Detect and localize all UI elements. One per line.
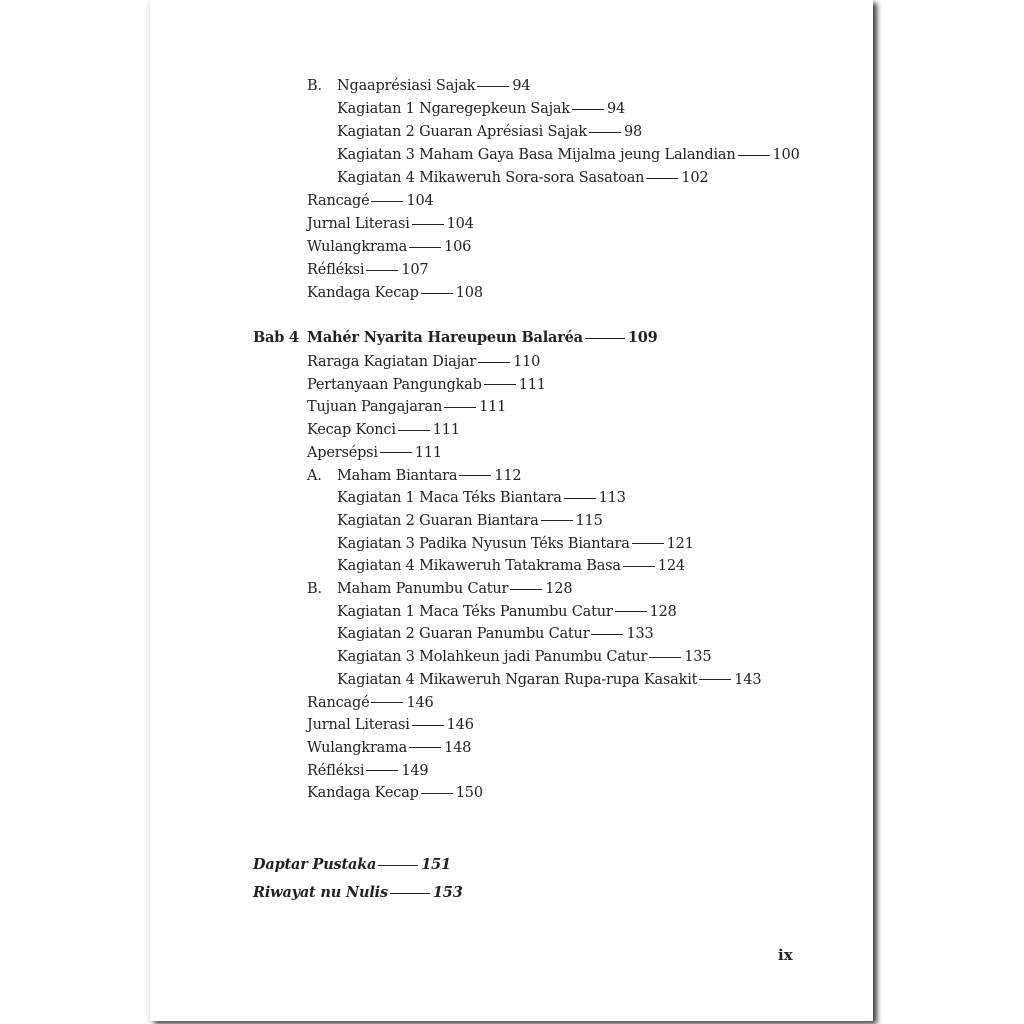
leader-dash <box>380 452 412 453</box>
leader-dash <box>585 338 625 339</box>
entry-page: 111 <box>432 422 460 439</box>
toc-entry[interactable] <box>337 603 677 621</box>
section-letter: B. <box>307 78 322 94</box>
leader-dash <box>390 893 430 894</box>
entry-page: 146 <box>446 717 474 734</box>
entry-page: 121 <box>666 535 694 552</box>
leader-dash <box>398 430 430 431</box>
leader-dash <box>615 611 647 612</box>
entry-title: Mahér Nyarita Hareupeun Balaréa <box>307 329 583 346</box>
leader-dash <box>478 362 510 363</box>
leader-dash <box>738 155 770 156</box>
entry-page: 111 <box>414 444 442 461</box>
leader-dash <box>632 543 664 544</box>
section-letter: A. <box>307 467 322 484</box>
entry-title: Réfléksi <box>307 262 365 278</box>
leader-dash <box>444 407 476 408</box>
entry-title: Apersépsi <box>307 444 378 461</box>
toc-entry[interactable] <box>307 467 521 485</box>
toc-entry[interactable] <box>337 671 761 689</box>
entry-title: Kandaga Kecap <box>307 285 419 301</box>
entry-page: 113 <box>598 490 626 507</box>
entry-page: 94 <box>512 78 531 94</box>
entry-title: Pertanyaan Pangungkab <box>307 376 482 393</box>
entry-title: Jurnal Literasi <box>307 717 410 734</box>
toc-entry[interactable] <box>307 421 460 439</box>
chapter-label: Bab 4 <box>253 329 299 346</box>
entry-title: Kagiatan 1 Ngaregepkeun Sajak <box>337 101 570 117</box>
toc-entry[interactable] <box>253 856 451 874</box>
entry-title: Kagiatan 3 Maham Gaya Basa Mijalma jeung Lalandian <box>337 147 736 163</box>
leader-dash <box>477 86 509 87</box>
leader-dash <box>371 702 403 703</box>
leader-dash <box>421 793 453 794</box>
leader-dash <box>589 132 621 133</box>
entry-title: Rancagé <box>307 694 370 711</box>
entry-page: 104 <box>446 216 474 232</box>
entry-page: 148 <box>444 739 472 756</box>
leader-dash <box>366 770 398 771</box>
toc-entry[interactable] <box>253 329 658 347</box>
entry-page: 106 <box>444 239 472 255</box>
entry-title: Maham Panumbu Catur <box>337 581 509 597</box>
entry-title: Kandaga Kecap <box>307 785 419 802</box>
document-page <box>150 0 873 1021</box>
toc-entry[interactable] <box>307 716 474 734</box>
leader-dash <box>409 247 441 248</box>
leader-dash <box>412 725 444 726</box>
entry-title: Kagiatan 1 Maca Téks Biantara <box>337 490 562 507</box>
toc-entry[interactable] <box>337 512 603 530</box>
entry-page: 153 <box>432 884 463 901</box>
entry-page: 128 <box>545 581 573 597</box>
leader-dash <box>484 384 516 385</box>
entry-page: 128 <box>649 603 677 620</box>
leader-dash <box>459 475 491 476</box>
toc-entry[interactable] <box>253 884 463 902</box>
entry-page: 115 <box>575 512 603 529</box>
entry-title: Kagiatan 4 Mikaweruh Tatakrama Basa <box>337 558 621 575</box>
entry-page: 111 <box>518 376 546 393</box>
toc-entry[interactable] <box>337 625 654 643</box>
entry-title: Wulangkrama <box>307 739 408 756</box>
entry-title: Raraga Kagiatan Diajar <box>307 354 477 370</box>
leader-dash <box>510 589 542 590</box>
entry-page: 94 <box>606 101 625 117</box>
leader-dash <box>649 657 681 658</box>
toc-entry[interactable] <box>337 100 625 118</box>
toc-entry[interactable] <box>337 557 685 575</box>
leader-dash <box>412 224 444 225</box>
leader-dash <box>591 634 623 635</box>
entry-page: 100 <box>772 147 800 163</box>
toc-entry[interactable] <box>307 694 434 712</box>
toc-entry[interactable] <box>307 739 471 757</box>
toc-entry[interactable] <box>307 376 546 394</box>
leader-dash <box>421 293 453 294</box>
toc-entry[interactable] <box>337 648 711 666</box>
entry-title: Kagiatan 3 Molahkeun jadi Panumbu Catur <box>337 649 648 666</box>
entry-page: 133 <box>626 626 654 643</box>
entry-page: 109 <box>627 329 658 346</box>
entry-title: Kagiatan 1 Maca Téks Panumbu Catur <box>337 603 613 620</box>
toc-entry[interactable] <box>307 580 572 598</box>
entry-title: Jurnal Literasi <box>307 216 410 232</box>
leader-dash <box>541 520 573 521</box>
entry-title: Kecap Konci <box>307 422 396 439</box>
toc-entry[interactable] <box>337 169 708 187</box>
toc-entry[interactable] <box>307 284 483 302</box>
section-letter: B. <box>307 581 322 597</box>
entry-page: 151 <box>421 856 451 873</box>
entry-title: Daptar Pustaka <box>253 856 377 873</box>
entry-title: Réfléksi <box>307 762 365 779</box>
entry-title: Kagiatan 2 Guaran Panumbu Catur <box>337 626 590 643</box>
toc-entry[interactable] <box>307 215 474 233</box>
entry-page: 112 <box>494 467 522 484</box>
entry-title: Kagiatan 4 Mikaweruh Sora-sora Sasatoan <box>337 170 645 186</box>
entry-title: Ngaaprésiasi Sajak <box>337 78 476 94</box>
leader-dash <box>378 865 418 866</box>
toc-entry[interactable] <box>307 398 506 416</box>
toc-entry[interactable] <box>337 489 626 507</box>
toc-entry[interactable] <box>307 784 483 802</box>
leader-dash <box>646 178 678 179</box>
entry-title: Wulangkrama <box>307 239 408 255</box>
entry-page: 104 <box>406 193 434 209</box>
entry-page: 149 <box>401 762 429 779</box>
entry-page: 111 <box>479 399 507 416</box>
entry-page: 107 <box>401 262 429 278</box>
toc-entry[interactable] <box>307 762 428 780</box>
leader-dash <box>366 270 398 271</box>
leader-dash <box>564 498 596 499</box>
page-number: ix <box>778 946 793 964</box>
entry-page: 143 <box>734 671 762 688</box>
toc-entry[interactable] <box>337 123 642 141</box>
entry-page: 150 <box>455 785 483 802</box>
entry-title: Rancagé <box>307 193 370 209</box>
entry-title: Kagiatan 2 Guaran Biantara <box>337 512 539 529</box>
entry-page: 102 <box>681 170 709 186</box>
leader-dash <box>371 201 403 202</box>
toc-entry[interactable] <box>337 146 800 164</box>
toc-entry[interactable] <box>307 261 428 279</box>
entry-page: 124 <box>657 558 685 575</box>
leader-dash <box>409 747 441 748</box>
leader-dash <box>623 566 655 567</box>
leader-dash <box>572 109 604 110</box>
toc-entry[interactable] <box>307 77 530 95</box>
entry-title: Tujuan Pangajaran <box>307 399 443 416</box>
entry-page: 98 <box>623 124 643 140</box>
entry-title: Kagiatan 2 Guaran Aprésiasi Sajak <box>337 124 587 140</box>
entry-page: 146 <box>406 694 434 711</box>
entry-page: 135 <box>684 649 712 666</box>
toc-entry[interactable] <box>307 192 434 210</box>
entry-page: 108 <box>455 285 483 301</box>
entry-title: Kagiatan 3 Padika Nyusun Téks Biantara <box>337 535 630 552</box>
entry-title: Kagiatan 4 Mikaweruh Ngaran Rupa-rupa Kasakit <box>337 671 698 688</box>
toc-entry[interactable] <box>307 238 471 256</box>
entry-page: 110 <box>513 354 541 370</box>
leader-dash <box>699 679 731 680</box>
toc-entry[interactable] <box>337 535 694 553</box>
entry-title: Maham Biantara <box>337 467 458 484</box>
toc-entry[interactable] <box>307 444 442 462</box>
entry-title: Riwayat nu Nulis <box>253 884 388 901</box>
toc-entry[interactable] <box>307 353 540 371</box>
